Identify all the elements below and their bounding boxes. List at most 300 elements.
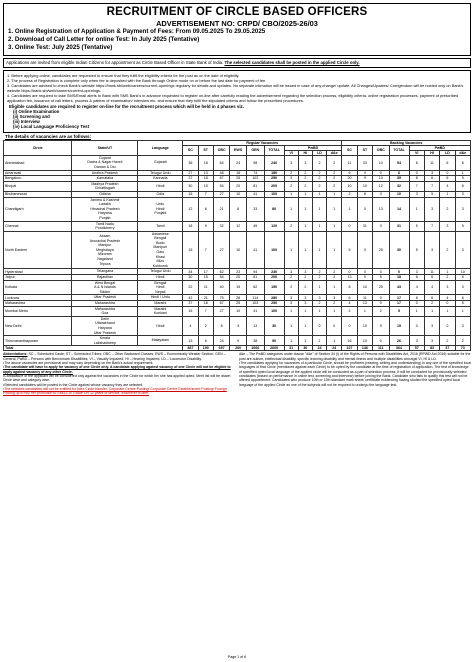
phase-item: (i) Online Examination	[13, 108, 60, 114]
cell-value: 1	[424, 306, 439, 316]
cell-value: 3	[298, 301, 312, 307]
state-name: Uttar Pradesh	[93, 295, 116, 300]
cell-language	[138, 155, 183, 170]
language-name: Kannada	[153, 176, 168, 181]
cell-value: 3	[409, 269, 424, 275]
cell-circle: Mumbai Metro	[4, 306, 72, 316]
cell-value: 28	[230, 295, 247, 301]
cell-value: 2	[298, 280, 312, 295]
cell-value: 0	[342, 269, 357, 275]
language-name: Marathi	[154, 306, 167, 311]
cell-value: 10	[342, 181, 357, 191]
cell-value: 33	[357, 155, 372, 170]
cell-value: 18	[389, 275, 409, 281]
cell-value: 9	[198, 221, 213, 231]
cell-value: 10	[230, 191, 247, 197]
state-name: Arunachal Pradesh	[89, 238, 121, 243]
cell-value: 16	[342, 336, 357, 346]
language-name: Odia	[156, 191, 165, 196]
table-row	[4, 316, 471, 335]
cell-value: 30	[264, 316, 284, 335]
cell-value: 3	[424, 170, 439, 176]
cell-value: 37	[183, 176, 198, 182]
cell-value: 6	[198, 197, 213, 221]
cell-value: 41	[246, 191, 264, 197]
cell-value: 11	[424, 269, 439, 275]
cell-value: 1	[312, 336, 326, 346]
cell-value: 200	[264, 181, 284, 191]
col-language: Language	[138, 140, 183, 155]
cell-value: 0	[327, 316, 342, 335]
cell-value: 20	[230, 181, 247, 191]
cell-value: 3	[455, 191, 470, 197]
state-name: Haryana	[98, 211, 112, 216]
cell-value: 9	[373, 316, 390, 335]
state-name: Ladakh	[99, 202, 111, 207]
state-name: Dadra & Nagar Haveli	[87, 160, 123, 165]
cell-value: 39	[389, 176, 409, 182]
cell-value: 13	[357, 301, 372, 307]
cell-language	[138, 181, 183, 191]
cell-value: 0	[373, 170, 390, 176]
cell-value: 2	[312, 301, 326, 307]
col-total: TOTAL	[264, 145, 284, 155]
col-hi: HI	[298, 150, 312, 155]
state-name: West Bengal	[94, 280, 116, 285]
instruction-4: 4. Candidates are required to take SMS/Email alerts to Bank with SMS Bank's in advance requested to register on-line after carefully reading the advertisement regarding the selection process, eligibility criteria, online registration processes, payment of prescribed application fee, issuance of call letters, process & pattern of examination/ interview etc. and ensure that they fulfil the stipulated criteria and follow the prescribed procedures.	[7, 92, 459, 103]
cell-value: 7	[409, 181, 424, 191]
cell-value: 7	[424, 181, 439, 191]
cell-value: 10	[357, 316, 372, 335]
phase-list	[9, 109, 467, 130]
cell-value: 5	[455, 176, 470, 182]
table-row	[4, 197, 471, 221]
cell-circle: New Delhi	[4, 316, 72, 335]
cell-value: 3	[455, 316, 470, 335]
cell-value: 4	[440, 181, 455, 191]
cell-value: 1	[327, 280, 342, 295]
instruction-2: 2. The process of Registration is complete only when fee is deposited with the Bank through Online mode on or before the last date for payment of fee.	[7, 77, 267, 83]
cell-total-value: 146	[357, 346, 372, 351]
cell-states	[72, 181, 138, 191]
cell-value: 15	[183, 306, 198, 316]
cell-value: 250	[264, 301, 284, 307]
col-ews: EWS	[230, 145, 247, 155]
language-name: Hindi / Urdu	[150, 295, 170, 300]
cell-value: 2	[455, 336, 470, 346]
state-name: Madhya Pradesh	[91, 181, 119, 186]
cell-circle: Lucknow	[4, 295, 72, 301]
cell-total-value: 37	[440, 346, 455, 351]
language-name: Assamese	[151, 231, 169, 236]
cell-value: 7	[424, 221, 439, 231]
cell-circle: Bhopal	[4, 181, 72, 191]
cell-value: 2	[440, 231, 455, 269]
cell-value: 6	[389, 170, 409, 176]
col-backlog-total: TOTAL	[389, 145, 409, 155]
cell-value: 3	[298, 269, 312, 275]
state-name: Assam	[99, 234, 111, 238]
cell-value: 0	[373, 269, 390, 275]
cell-value: 2	[327, 170, 342, 176]
cell-value: 3	[284, 176, 298, 182]
cell-value: 100	[264, 191, 284, 197]
cell-value: 1	[284, 306, 298, 316]
cell-value: 15	[183, 231, 198, 269]
cell-value: 8	[342, 280, 357, 295]
cell-value: 13	[373, 197, 390, 221]
cell-value: 1	[342, 197, 357, 221]
table-row	[4, 306, 471, 316]
vacancy-table-body	[4, 155, 471, 351]
cell-value: 240	[264, 155, 284, 170]
state-name: Pondicherry	[95, 226, 115, 231]
cell-value: 2	[327, 275, 342, 281]
col-ld: LD	[312, 150, 326, 155]
cell-states	[72, 316, 138, 335]
cell-value: 2	[312, 170, 326, 176]
language-name: Hindi	[156, 206, 165, 211]
cell-value: 24	[213, 336, 230, 346]
cell-value: 2	[298, 181, 312, 191]
cell-value: 23	[230, 269, 247, 275]
state-name: Haryana	[98, 325, 112, 330]
state-name: Nagaland	[97, 256, 113, 261]
cell-value: 1	[312, 231, 326, 269]
cell-value: 0	[312, 316, 326, 335]
cell-value: 4	[183, 316, 198, 335]
cell-value: 43	[389, 280, 409, 295]
cell-value: 114	[246, 295, 264, 301]
cell-value: 37	[183, 301, 198, 307]
cell-circle: Amaravati	[4, 170, 72, 176]
state-name: Punjab	[99, 215, 111, 220]
cell-value: 150	[264, 280, 284, 295]
cell-value: 13	[342, 275, 357, 281]
cell-value: 13	[183, 336, 198, 346]
cell-value: 3	[284, 295, 298, 301]
cell-total-value: 83	[424, 346, 439, 351]
cell-value: 49	[246, 221, 264, 231]
cell-circle: Thiruvananthapuram	[4, 336, 72, 346]
state-name: Uttarakhand	[95, 321, 115, 326]
state-name: Telangana	[96, 269, 114, 274]
footer-right-list	[239, 361, 471, 387]
cell-value: 0	[373, 221, 390, 231]
state-name: Chhattisgarh	[94, 186, 116, 191]
cell-value: 8	[213, 316, 230, 335]
language-name: Marathi	[154, 301, 167, 306]
cell-value: 1	[284, 191, 298, 197]
cell-value: 26	[389, 336, 409, 346]
cell-value: 67	[213, 301, 230, 307]
cell-total-value: 190	[198, 346, 213, 351]
cell-language	[138, 221, 183, 231]
document-page	[3, 3, 471, 659]
cell-value: 18	[198, 155, 213, 170]
cell-value: 1	[440, 269, 455, 275]
col-circle: Circle	[4, 140, 72, 155]
cell-value: 24	[230, 155, 247, 170]
cell-value: 0	[373, 301, 390, 307]
cell-value: 62	[213, 269, 230, 275]
cell-total-value: 111	[373, 346, 390, 351]
cell-value: 3	[298, 295, 312, 301]
cell-value: 0	[373, 295, 390, 301]
cell-value: 4	[409, 280, 424, 295]
cell-value: 0	[409, 170, 424, 176]
cell-value: 5	[409, 221, 424, 231]
header-box	[3, 3, 471, 56]
cell-value: 0	[373, 191, 390, 197]
cell-value: 0	[357, 275, 372, 281]
cell-value: 10	[357, 280, 372, 295]
state-name: Lakshadweep	[93, 340, 116, 345]
cell-value: 2	[342, 191, 357, 197]
state-name: Tamil Nadu	[95, 221, 114, 226]
instruction-3[interactable]: 3. Candidates are advised to check Bank's website https://bank.sbi/web/careers/current-openings regularly for details and updates. No separate intimation will be issued in case of any change/ update. All Changes/Updates/ Corrigendum will be hosted only on Bank's website https://bank.sbi/web/careers/current-openings.	[7, 82, 464, 93]
cell-value: 1	[298, 191, 312, 197]
cell-total-value: 1066	[246, 346, 264, 351]
cell-value: 1	[327, 336, 342, 346]
cell-value: 36	[183, 155, 198, 170]
state-name: Delhi	[100, 316, 109, 321]
cell-value: 13	[198, 170, 213, 176]
cell-value: 1	[440, 306, 455, 316]
cell-value: 18	[198, 301, 213, 307]
col-obc: OBC	[213, 145, 230, 155]
eligibility-heading: Eligible candidates are required to register on-line for the recruitment process which will be held in 4 phases viz.	[9, 103, 244, 109]
cell-value: 1	[298, 221, 312, 231]
cell-value: 9	[357, 176, 372, 182]
page-title: RECRUITMENT OF CIRCLE BASED OFFICERS	[106, 6, 368, 18]
cell-value: 6	[342, 170, 357, 176]
cell-value: 12	[183, 197, 198, 221]
cell-value: 0	[440, 316, 455, 335]
cell-states	[72, 336, 138, 346]
cell-value: 1	[298, 316, 312, 335]
cell-value: 10	[230, 306, 247, 316]
cell-value: 0	[409, 316, 424, 335]
cell-value: 4	[342, 301, 357, 307]
cell-value: 0	[357, 170, 372, 176]
cell-value: 31	[357, 221, 372, 231]
cell-value: 18	[230, 170, 247, 176]
cell-value: 1	[298, 197, 312, 221]
cell-value: 1	[312, 197, 326, 221]
col-backlog-dne: d&e	[455, 150, 470, 155]
notice-bold: The selected candidates shall be posted in the applied Circle only.	[224, 60, 360, 65]
cell-circle: Jaipur	[4, 275, 72, 281]
cell-value: 3	[409, 191, 424, 197]
language-name: Kokborok	[152, 263, 168, 268]
cell-value: 14	[389, 197, 409, 221]
col-backlog-vi: VI	[409, 150, 424, 155]
cell-value: 0	[389, 269, 409, 275]
cell-value: 2	[440, 336, 455, 346]
language-name: Punjabi	[154, 211, 167, 216]
cell-value: 5	[455, 301, 470, 307]
cell-value: 1	[284, 197, 298, 221]
table-row	[4, 155, 471, 170]
cell-value: 3	[409, 336, 424, 346]
cell-value: 6	[409, 295, 424, 301]
cell-value: 3	[298, 155, 312, 170]
cell-value: 5	[455, 221, 470, 231]
col-dne: d&e	[327, 150, 342, 155]
cell-value: 6	[409, 155, 424, 170]
cell-total-value: 260	[230, 346, 247, 351]
schedule-line-registration: 1. Online Registration of Application & Payment of Fees: From 09.05.2025 To 29.05.2025	[8, 28, 266, 35]
table-row	[4, 336, 471, 346]
cell-value: 21	[213, 197, 230, 221]
cell-value: 10	[455, 269, 470, 275]
cell-value: 27	[213, 306, 230, 316]
cell-value: 15	[198, 181, 213, 191]
cell-value: 6	[455, 181, 470, 191]
cell-value: 10	[357, 336, 372, 346]
cell-circle: Chennai	[4, 221, 72, 231]
footer-point: • Selected candidates will be posted in the Circle against whose vacancy they are selected.	[3, 383, 235, 387]
footer-left	[3, 352, 235, 395]
footer-notes	[3, 352, 471, 395]
footer-point: • The above vacancies are provisional and may vary depending on the Bank's actual requirement.	[3, 361, 235, 365]
cell-value: 6	[424, 295, 439, 301]
cell-value: 7	[198, 306, 213, 316]
cell-value: 22	[183, 280, 198, 295]
cell-value: 2	[312, 155, 326, 170]
cell-value: 5	[409, 231, 424, 269]
state-name: Odisha	[99, 191, 111, 196]
cell-value: 10	[373, 155, 390, 170]
cell-value: 2	[284, 275, 298, 281]
state-name: A & N Islands	[94, 285, 116, 290]
cell-value: 27	[213, 231, 230, 269]
cell-value: 27	[183, 170, 198, 176]
language-name: Konkani	[153, 311, 167, 316]
cell-circle: Bengaluru	[4, 176, 72, 182]
cell-value: 1	[327, 221, 342, 231]
cell-value: 6	[440, 155, 455, 170]
cell-value: 2	[298, 275, 312, 281]
language-name: Mizo	[156, 259, 165, 264]
cell-value: 1	[312, 306, 326, 316]
cell-value: 4	[440, 295, 455, 301]
cell-circle: Hyderabad	[4, 269, 72, 275]
cell-value: 10	[373, 176, 390, 182]
cell-value: 280	[264, 295, 284, 301]
state-name: Uttar Pradesh	[93, 330, 116, 335]
language-name: Urdu	[156, 202, 165, 207]
cell-value: 120	[264, 221, 284, 231]
cell-total-value: 364	[389, 346, 409, 351]
cell-value: 2	[312, 269, 326, 275]
cell-value: 0	[440, 170, 455, 176]
phase-item: (iii) Interview	[13, 119, 40, 125]
cell-value: 2	[440, 275, 455, 281]
cell-value: 17	[389, 301, 409, 307]
cell-value: 1	[409, 197, 424, 221]
cell-value: 2	[312, 275, 326, 281]
cell-value: 11	[198, 280, 213, 295]
cell-value: 2	[327, 301, 342, 307]
cell-value: 64	[213, 155, 230, 170]
table-row	[4, 231, 471, 269]
language-name: Bodo	[156, 240, 165, 245]
cell-value: 94	[246, 269, 264, 275]
instruction-1: 1. Before applying online, candidates are requested to ensure that they fulfil the eligibility criteria for the post as on the date of eligibility.	[7, 72, 240, 78]
cell-value: 5	[342, 231, 357, 269]
cell-value: 3	[424, 316, 439, 335]
language-name: Hindi	[156, 323, 165, 328]
state-name: Goa	[101, 311, 109, 316]
cell-value: 25	[230, 176, 247, 182]
state-name: Himachal Pradesh	[90, 206, 120, 211]
state-name: Daman & Diu	[94, 164, 116, 169]
cell-total-value: 24	[312, 346, 326, 351]
cell-total-value: 107	[342, 346, 357, 351]
cell-value: 103	[246, 176, 264, 182]
cell-value: 0	[440, 301, 455, 307]
cell-value: 2	[327, 181, 342, 191]
cell-value: 25	[373, 280, 390, 295]
cell-value: 3	[424, 231, 439, 269]
phase-item: (ii) Screening and	[13, 113, 50, 119]
cell-value: 5	[424, 191, 439, 197]
cell-value: 0	[357, 197, 372, 221]
vacancy-heading: The details of vacancies are as follows:	[5, 133, 92, 139]
cell-value: 1	[312, 280, 326, 295]
cell-total-value: 31	[284, 346, 298, 351]
cell-value: 33	[246, 197, 264, 221]
cell-value: 6	[198, 336, 213, 346]
cell-value: 6	[342, 295, 357, 301]
cell-value: 5	[373, 275, 390, 281]
cell-circle: Ahmedabad	[4, 155, 72, 170]
cell-value: 15	[230, 280, 247, 295]
table-row	[4, 280, 471, 295]
cell-value: 1	[284, 336, 298, 346]
state-name: Manipur	[98, 243, 112, 248]
state-name: Jammu & Kashmir	[90, 197, 120, 202]
cell-value: 2	[440, 197, 455, 221]
cell-total-value: 73	[455, 346, 470, 351]
cell-language	[138, 306, 183, 316]
col-backlog-ld: LD	[440, 150, 455, 155]
col-sc: SC	[183, 145, 198, 155]
cell-value: 81	[246, 275, 264, 281]
cell-value: 0	[357, 231, 372, 269]
cell-value: 12	[230, 221, 247, 231]
cell-circle: Chandigarh	[4, 197, 72, 221]
cell-value: 3	[440, 280, 455, 295]
state-name: Sikkim	[99, 289, 111, 294]
cell-value: 1	[284, 231, 298, 269]
cell-states	[72, 155, 138, 170]
cell-value: 1	[312, 191, 326, 197]
cell-value: 1	[298, 336, 312, 346]
cell-value: 98	[246, 155, 264, 170]
cell-value: 250	[264, 176, 284, 182]
cell-value: 42	[183, 295, 198, 301]
cell-value: 6	[424, 275, 439, 281]
cell-states	[72, 231, 138, 269]
cell-value: 6	[409, 275, 424, 281]
cell-value: 2	[327, 269, 342, 275]
cell-value: 5	[389, 306, 409, 316]
cell-value: 3	[455, 231, 470, 269]
footer-right	[239, 352, 471, 395]
